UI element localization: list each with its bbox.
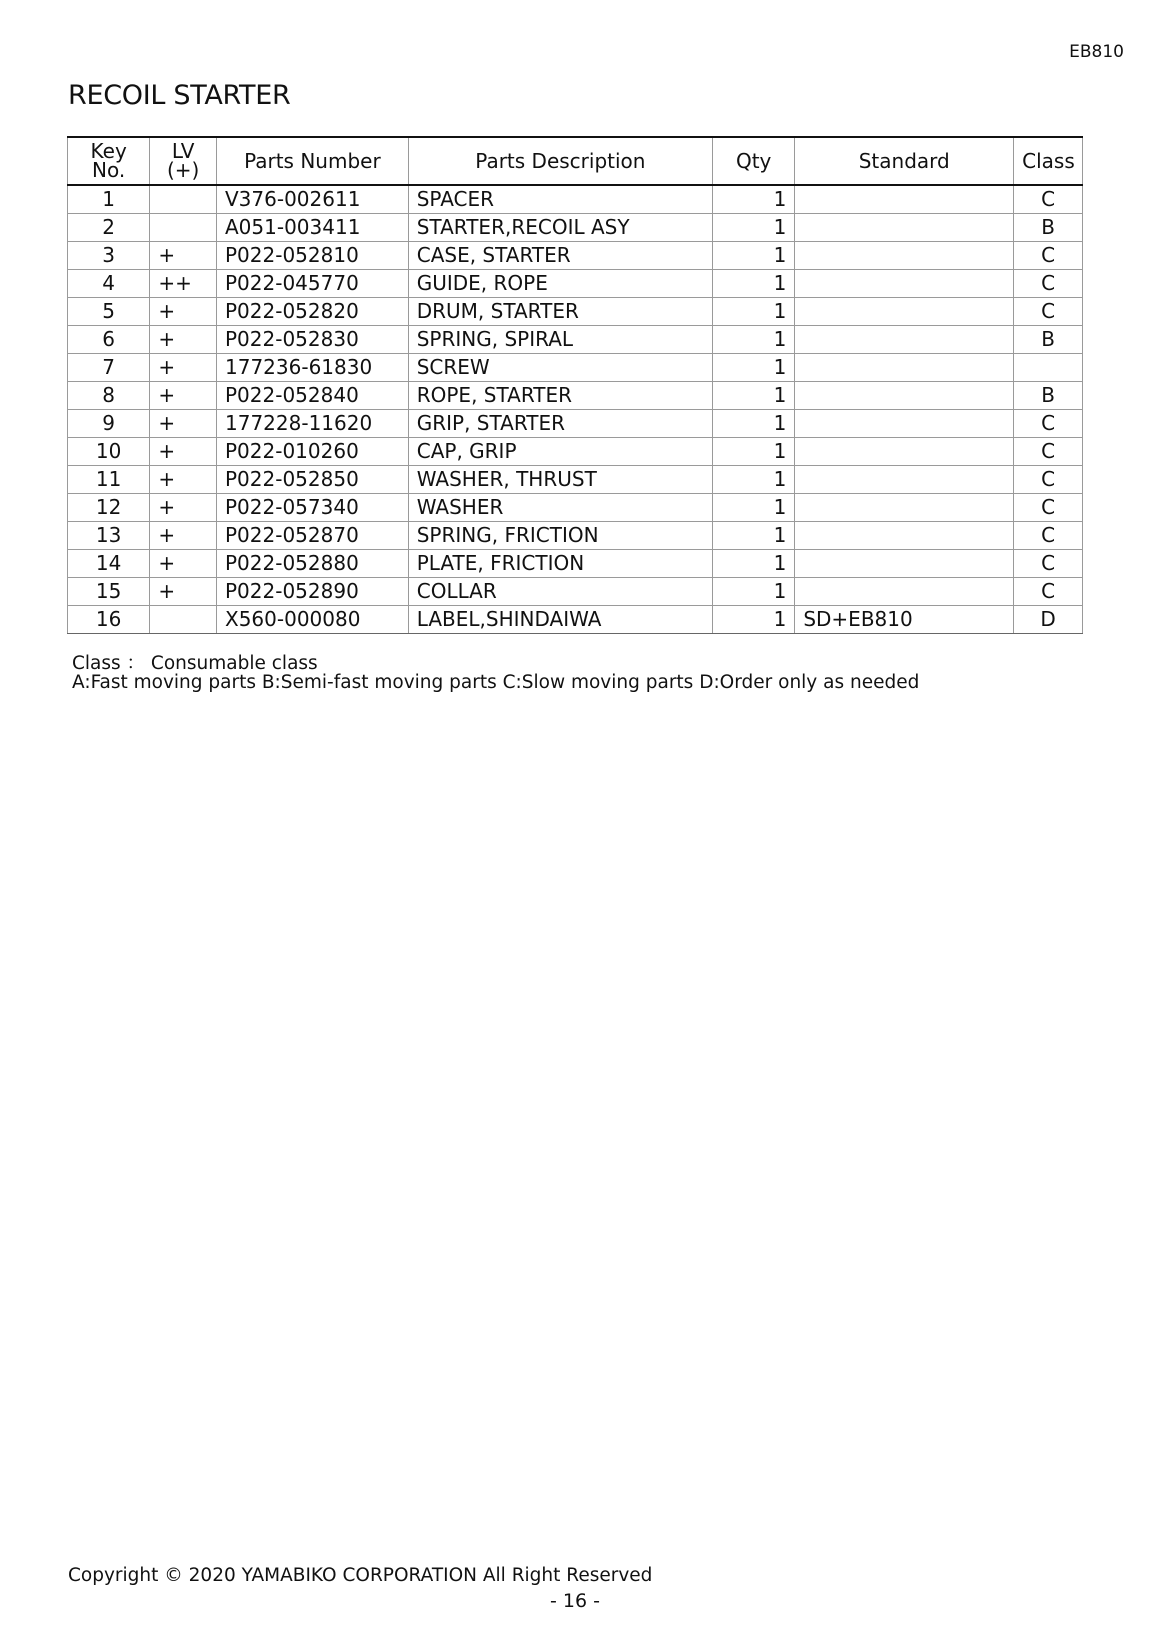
section-title: RECOIL STARTER [68, 80, 291, 111]
qty-cell: 1 [713, 213, 795, 241]
key-no-cell: 12 [68, 493, 150, 521]
header-lv-line1: LV [171, 139, 195, 163]
class-cell: B [1014, 325, 1083, 353]
class-cell: D [1014, 605, 1083, 633]
standard-cell [795, 409, 1014, 437]
key-no-cell: 13 [68, 521, 150, 549]
key-no-cell: 2 [68, 213, 150, 241]
standard-cell [795, 213, 1014, 241]
table-row [68, 493, 1083, 521]
class-cell: B [1014, 213, 1083, 241]
description-cell: COLLAR [408, 577, 712, 605]
standard-cell [795, 465, 1014, 493]
table-row [68, 185, 1083, 213]
header-parts-description: Parts Description [408, 137, 712, 185]
description-cell: PLATE, FRICTION [408, 549, 712, 577]
header-row [68, 137, 1083, 185]
standard-cell [795, 353, 1014, 381]
qty-cell: 1 [713, 605, 795, 633]
key-no-cell: 11 [68, 465, 150, 493]
part-number-cell: P022-052850 [217, 465, 409, 493]
key-no-cell: 8 [68, 381, 150, 409]
header-class: Class [1014, 137, 1083, 185]
qty-cell: 1 [713, 269, 795, 297]
qty-cell: 1 [713, 381, 795, 409]
lv-cell: + [150, 549, 217, 577]
table-row [68, 269, 1083, 297]
description-cell: DRUM, STARTER [408, 297, 712, 325]
table-row [68, 549, 1083, 577]
table-row [68, 465, 1083, 493]
key-no-cell: 3 [68, 241, 150, 269]
qty-cell: 1 [713, 493, 795, 521]
class-cell: C [1014, 269, 1083, 297]
legend-line-2: A:Fast moving parts B:Semi-fast moving parts C:Slow moving parts D:Order only as needed [72, 672, 920, 693]
description-cell: CASE, STARTER [408, 241, 712, 269]
part-number-cell: 177228-11620 [217, 409, 409, 437]
key-no-cell: 14 [68, 549, 150, 577]
parts-table [67, 136, 1083, 634]
description-cell: GUIDE, ROPE [408, 269, 712, 297]
table-row [68, 437, 1083, 465]
standard-cell [795, 381, 1014, 409]
lv-cell: + [150, 465, 217, 493]
qty-cell: 1 [713, 241, 795, 269]
standard-cell [795, 577, 1014, 605]
class-cell: C [1014, 577, 1083, 605]
qty-cell: 1 [713, 465, 795, 493]
key-no-cell: 4 [68, 269, 150, 297]
table-row [68, 297, 1083, 325]
standard-cell: SD+EB810 [795, 605, 1014, 633]
qty-cell: 1 [713, 521, 795, 549]
lv-cell: + [150, 325, 217, 353]
lv-cell [150, 605, 217, 633]
class-cell: C [1014, 185, 1083, 213]
description-cell: LABEL,SHINDAIWA [408, 605, 712, 633]
standard-cell [795, 241, 1014, 269]
class-legend [72, 654, 919, 692]
part-number-cell: P022-052830 [217, 325, 409, 353]
lv-cell: + [150, 493, 217, 521]
lv-cell: + [150, 381, 217, 409]
description-cell: WASHER [408, 493, 712, 521]
header-lv [150, 137, 217, 185]
description-cell: SPACER [408, 185, 712, 213]
part-number-cell: P022-045770 [217, 269, 409, 297]
part-number-cell: A051-003411 [217, 213, 409, 241]
key-no-cell: 7 [68, 353, 150, 381]
part-number-cell: V376-002611 [217, 185, 409, 213]
part-number-cell: P022-052820 [217, 297, 409, 325]
part-number-cell: P022-057340 [217, 493, 409, 521]
description-cell: GRIP, STARTER [408, 409, 712, 437]
standard-cell [795, 185, 1014, 213]
standard-cell [795, 325, 1014, 353]
key-no-cell: 1 [68, 185, 150, 213]
parts-table-body [68, 185, 1083, 633]
description-cell: CAP, GRIP [408, 437, 712, 465]
lv-cell: + [150, 577, 217, 605]
lv-cell [150, 213, 217, 241]
table-row [68, 353, 1083, 381]
table-row [68, 409, 1083, 437]
qty-cell: 1 [713, 353, 795, 381]
lv-cell: + [150, 409, 217, 437]
qty-cell: 1 [713, 549, 795, 577]
part-number-cell: 177236-61830 [217, 353, 409, 381]
description-cell: SPRING, FRICTION [408, 521, 712, 549]
lv-cell [150, 185, 217, 213]
header-key-no-line1: Key [90, 139, 127, 163]
key-no-cell: 5 [68, 297, 150, 325]
qty-cell: 1 [713, 577, 795, 605]
standard-cell [795, 297, 1014, 325]
description-cell: STARTER,RECOIL ASY [408, 213, 712, 241]
description-cell: ROPE, STARTER [408, 381, 712, 409]
standard-cell [795, 269, 1014, 297]
header-standard: Standard [795, 137, 1014, 185]
table-row [68, 521, 1083, 549]
standard-cell [795, 549, 1014, 577]
key-no-cell: 16 [68, 605, 150, 633]
model-code: EB810 [1069, 42, 1124, 62]
qty-cell: 1 [713, 437, 795, 465]
header-qty: Qty [713, 137, 795, 185]
legend-line-1: Class ： Consumable class [72, 653, 318, 674]
lv-cell: ++ [150, 269, 217, 297]
table-row [68, 325, 1083, 353]
class-cell: C [1014, 465, 1083, 493]
class-cell: C [1014, 493, 1083, 521]
page-number: - 16 - [550, 1590, 600, 1612]
class-cell: C [1014, 437, 1083, 465]
description-cell: SPRING, SPIRAL [408, 325, 712, 353]
header-parts-number: Parts Number [217, 137, 409, 185]
standard-cell [795, 437, 1014, 465]
table-row [68, 381, 1083, 409]
part-number-cell: X560-000080 [217, 605, 409, 633]
class-cell [1014, 353, 1083, 381]
part-number-cell: P022-010260 [217, 437, 409, 465]
key-no-cell: 15 [68, 577, 150, 605]
description-cell: SCREW [408, 353, 712, 381]
copyright-notice: Copyright © 2020 YAMABIKO CORPORATION All Right Reserved [68, 1565, 653, 1586]
table-row [68, 241, 1083, 269]
key-no-cell: 9 [68, 409, 150, 437]
class-cell: C [1014, 549, 1083, 577]
lv-cell: + [150, 353, 217, 381]
parts-table-header [68, 137, 1083, 185]
class-cell: C [1014, 241, 1083, 269]
table-row [68, 213, 1083, 241]
class-cell: C [1014, 521, 1083, 549]
qty-cell: 1 [713, 297, 795, 325]
table-row [68, 605, 1083, 633]
qty-cell: 1 [713, 185, 795, 213]
part-number-cell: P022-052870 [217, 521, 409, 549]
part-number-cell: P022-052880 [217, 549, 409, 577]
description-cell: WASHER, THRUST [408, 465, 712, 493]
lv-cell: + [150, 241, 217, 269]
class-cell: C [1014, 409, 1083, 437]
key-no-cell: 10 [68, 437, 150, 465]
class-cell: C [1014, 297, 1083, 325]
lv-cell: + [150, 437, 217, 465]
lv-cell: + [150, 521, 217, 549]
standard-cell [795, 521, 1014, 549]
qty-cell: 1 [713, 325, 795, 353]
part-number-cell: P022-052810 [217, 241, 409, 269]
header-key-no-line2: No. [92, 158, 126, 182]
class-cell: B [1014, 381, 1083, 409]
table-row [68, 577, 1083, 605]
part-number-cell: P022-052840 [217, 381, 409, 409]
key-no-cell: 6 [68, 325, 150, 353]
header-key-no [68, 137, 150, 185]
standard-cell [795, 493, 1014, 521]
part-number-cell: P022-052890 [217, 577, 409, 605]
qty-cell: 1 [713, 409, 795, 437]
header-lv-line2: (+) [166, 158, 200, 182]
lv-cell: + [150, 297, 217, 325]
